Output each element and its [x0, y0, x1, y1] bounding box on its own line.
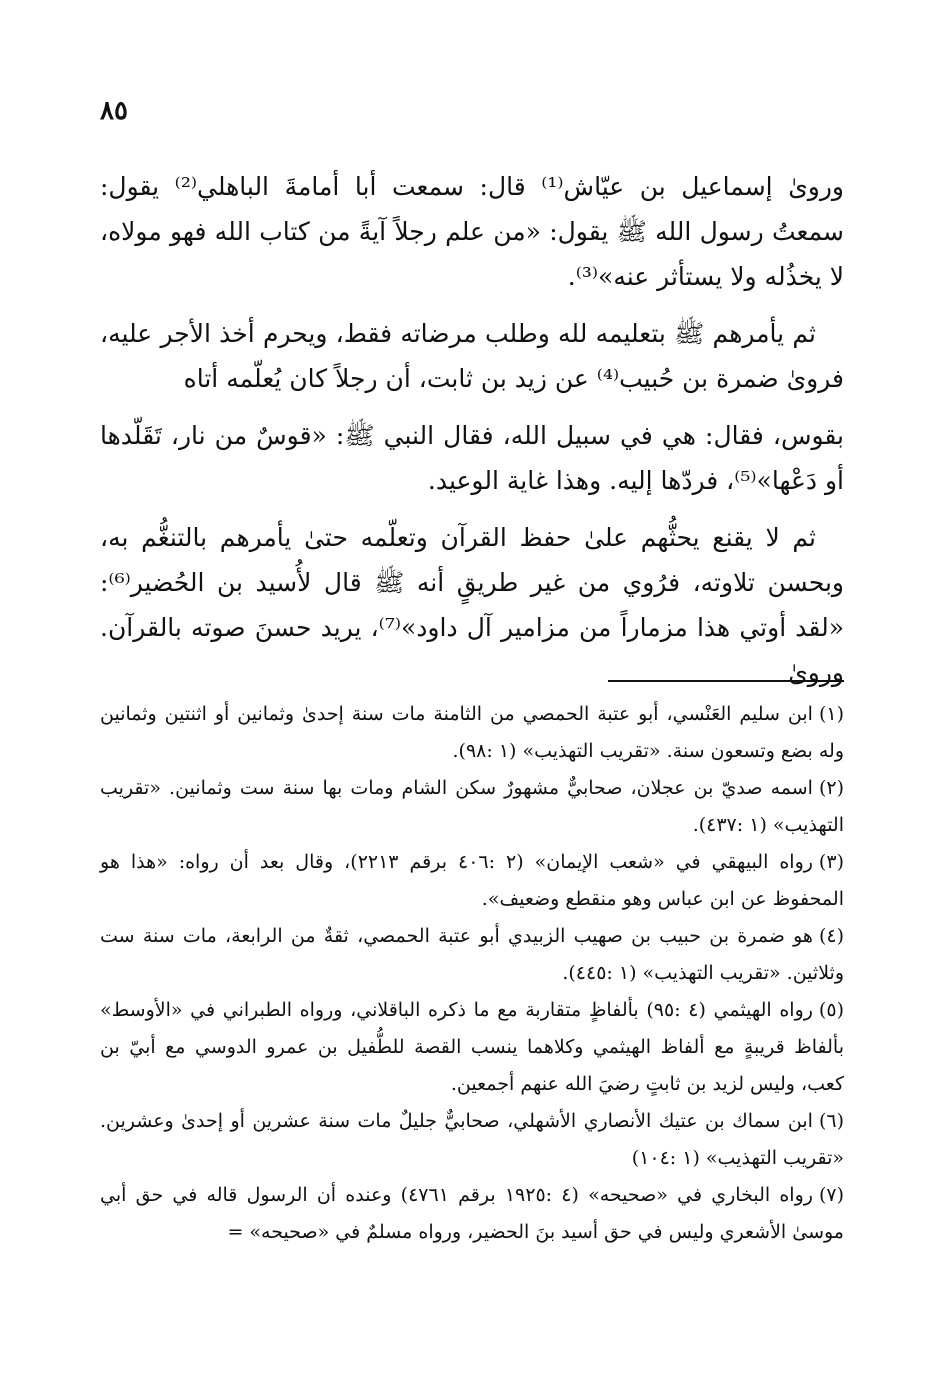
footnote-7 — [100, 1177, 844, 1251]
footnote-number: (٧) — [818, 1184, 845, 1206]
footnote-text: هو ضمرة بن حبيب بن صهيب الزبيدي أبو عتبة الحمصي، ثقةٌ من الرابعة، مات سنة ست وثلاثين. «تقريب التهذيب» (١ :٤٤٥). — [100, 925, 844, 984]
footnote-number: (٤) — [818, 925, 844, 947]
footnote-number: (٣) — [818, 851, 844, 873]
footnote-text: رواه البيهقي في «شعب الإيمان» (٢ :٤٠٦ برقم ٢٢١٣)، وقال بعد أن رواه: «هذا هو المحفوظ عن ابن عباس وهو منقطع وضعيف». — [100, 851, 844, 910]
footnote-4 — [100, 918, 844, 992]
page-number: ٨٥ — [100, 96, 128, 126]
footnote-separator — [608, 680, 844, 682]
footnote-1 — [100, 696, 844, 770]
footnote-number: (٢) — [818, 777, 844, 799]
footnote-text: ابن سليم العَنْسي، أبو عتبة الحمصي من الثامنة مات سنة إحدىٰ وثمانين أو اثنتين وثمانين وله بضع وتسعون سنة. «تقريب التهذيب» (١ :٩٨). — [100, 703, 844, 762]
footnote-text: اسمه صديّ بن عجلان، صحابيٌّ مشهورٌ سكن الشام ومات بها سنة ست وثمانين. «تقريب التهذيب» (١ :٤٣٧). — [100, 777, 844, 836]
footnote-3 — [100, 844, 844, 918]
footnote-6 — [100, 1103, 844, 1177]
footnote-5 — [100, 992, 844, 1103]
paragraph-2: ثم يأمرهم ﷺ بتعليمه لله وطلب مرضاته فقط، ويحرم أخذ الأجر عليه، فروىٰ ضمرة بن حُبيب⁽⁴⁾ عن زيد بن ثابت، أن رجلاً كان يُعلّمه أتاه — [100, 319, 844, 393]
footnote-number: (٥) — [818, 999, 844, 1021]
main-text — [100, 164, 844, 707]
footnote-2 — [100, 770, 844, 844]
footnote-text: ابن سماك بن عتيك الأنصاري الأشهلي، صحابيٌّ جليلٌ مات سنة عشرين أو إحدىٰ وعشرين. «تقريب التهذيب» (١ :١٠٤) — [100, 1110, 844, 1169]
footnote-number: (١) — [818, 703, 844, 725]
paragraph-1: وروىٰ إسماعيل بن عيّاش⁽¹⁾ قال: سمعت أبا أمامةَ الباهلي⁽²⁾ يقول: سمعتُ رسول الله ﷺ يقول: «من علم رجلاً آيةً من كتاب الله فهو مولاه، لا يخذُله ولا يستأثر عنه»⁽³⁾. — [100, 172, 844, 291]
paragraph-3: بقوس، فقال: هي في سبيل الله، فقال النبي ﷺ: «قوسٌ من نار، تَقَلّدها أو دَعْها»⁽⁵⁾، فردّها إليه. وهذا غاية الوعيد. — [100, 421, 844, 495]
footnote-text: رواه الهيثمي (٤ :٩٥) بألفاظٍ متقاربة مع ما ذكره الباقلاني، ورواه الطبراني في «الأوسط» بألفاظ قريبةٍ مع ألفاظ الهيثمي وكلاهما ينسب القصة للطُّفيل بن عمرو الدوسي مع أبيّ بن كعب، وليس لزيد بن ثابتٍ رضيَ الله عنهم أجمعين. — [100, 999, 844, 1095]
footnote-text: رواه البخاري في «صحيحه» (٤ :١٩٢٥ برقم ٤٧٦١) وعنده أن الرسول قاله في حق أبي موسىٰ الأشعري وليس في حق أسيد بنَ الحضير، ورواه مسلمٌ في «صحيحه» = — [100, 1184, 844, 1243]
paragraph-4: ثم لا يقنع يحثُّهم علىٰ حفظ القرآن وتعلّمه حتىٰ يأمرهم بالتنغُّم به، وبحسن تلاوته، فرُوي من غير طريقٍ أنه ﷺ قال لأُسيد بن الحُضير⁽⁶⁾: «لقد أوتي هذا مزماراً من مزامير آل داود»⁽⁷⁾، يريد حسنَ صوته بالقرآن. وروىٰ — [100, 523, 844, 687]
footnotes — [100, 696, 844, 1251]
footnote-number: (٦) — [818, 1110, 844, 1132]
